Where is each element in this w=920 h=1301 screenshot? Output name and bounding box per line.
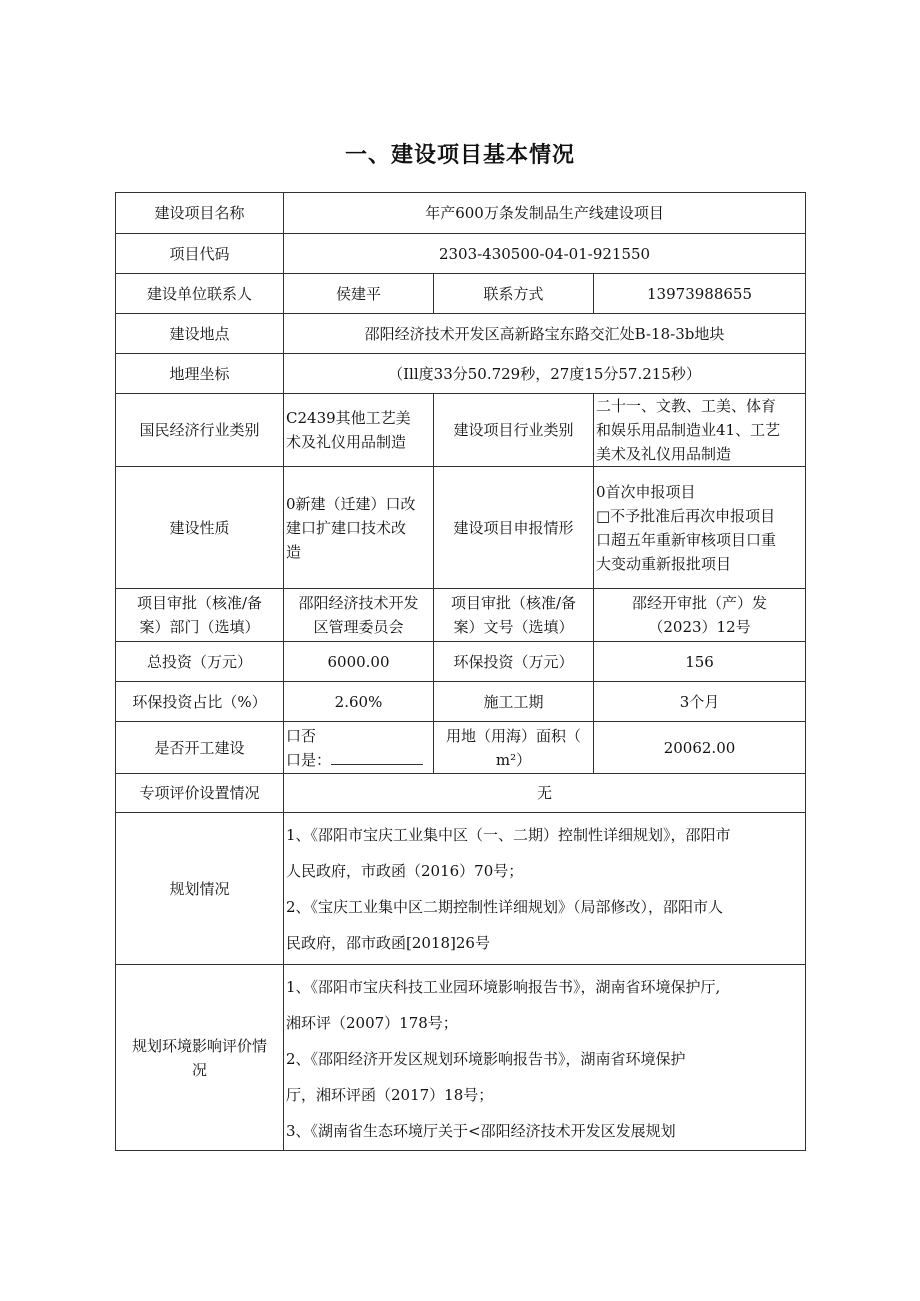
label-started: 是否开工建设 [116, 722, 284, 774]
row-planning [116, 813, 806, 965]
value-application-type: 0首次申报项目 □不予批准后再次申报项目 口超五年重新审核项目口重 大变动重新报批项目 [594, 467, 806, 589]
project-info-table [115, 192, 806, 1151]
value-contact-phone: 13973988655 [594, 274, 806, 314]
row-started [116, 722, 806, 774]
value-construction-nature: 0新建（迁建）口改 建口扩建口技术改 造 [284, 467, 434, 589]
label-location: 建设地点 [116, 314, 284, 354]
label-coordinates: 地理坐标 [116, 354, 284, 394]
label-contact-person: 建设单位联系人 [116, 274, 284, 314]
row-special-eval [116, 774, 806, 813]
yes-blank-line [331, 750, 423, 765]
label-construction-period: 施工工期 [434, 682, 594, 722]
value-planning-eia: 1、《邵阳市宝庆科技工业园环境影响报告书》，湖南省环境保护厅, 湘环评（2007）178号； 2、《邵阳经济开发区规划环境影响报告书》，湖南省环境保护 厅，湘环评函（2017）18号； 3、《湖南省生态环境厅关于<邵阳经济技术开发区发展规划 [284, 965, 806, 1151]
label-contact-method: 联系方式 [434, 274, 594, 314]
value-national-industry: C2439其他工艺美 术及礼仪用品制造 [284, 394, 434, 467]
row-project-name [116, 193, 806, 234]
label-planning-eia: 规划环境影响评价情 况 [116, 965, 284, 1151]
row-approval [116, 589, 806, 642]
label-national-industry: 国民经济行业类别 [116, 394, 284, 467]
row-industry [116, 394, 806, 467]
value-approval-dept: 邵阳经济技术开发 区管理委员会 [284, 589, 434, 642]
row-location [116, 314, 806, 354]
value-planning: 1、《邵阳市宝庆工业集中区（一、二期）控制性详细规划》，邵阳市 人民政府，市政函（2016）70号； 2、《宝庆工业集中区二期控制性详细规划》（局部修改），邵阳市人 民政府，邵市政函[2018]26号 [284, 813, 806, 965]
option-no[interactable]: 口否 [286, 726, 317, 745]
label-approval-doc: 项目审批（核准/备 案）文号（选填） [434, 589, 594, 642]
label-env-investment: 环保投资（万元） [434, 642, 594, 682]
label-planning: 规划情况 [116, 813, 284, 965]
row-coordinates [116, 354, 806, 394]
row-contact [116, 274, 806, 314]
label-application-type: 建设项目申报情形 [434, 467, 594, 589]
row-planning-eia [116, 965, 806, 1151]
value-special-eval: 无 [284, 774, 806, 813]
label-project-code: 项目代码 [116, 234, 284, 274]
value-project-industry: 二十一、文教、工美、体育 和娱乐用品制造业41、工艺 美术及礼仪用品制造 [594, 394, 806, 467]
value-total-investment: 6000.00 [284, 642, 434, 682]
row-investment [116, 642, 806, 682]
value-land-area: 20062.00 [594, 722, 806, 774]
label-project-industry: 建设项目行业类别 [434, 394, 594, 467]
value-construction-period: 3个月 [594, 682, 806, 722]
value-approval-doc: 邵经开审批（产）发 （2023）12号 [594, 589, 806, 642]
label-land-area: 用地（用海）面积（ m²） [434, 722, 594, 774]
label-special-eval: 专项评价设置情况 [116, 774, 284, 813]
label-project-name: 建设项目名称 [116, 193, 284, 234]
page-title: 一、建设项目基本情况 [344, 143, 575, 168]
value-contact-person: 侯建平 [284, 274, 434, 314]
value-location: 邵阳经济技术开发区高新路宝东路交汇处B-18-3b地块 [284, 314, 806, 354]
row-project-code [116, 234, 806, 274]
value-project-name: 年产600万条发制品生产线建设项目 [284, 193, 806, 234]
row-nature [116, 467, 806, 589]
option-yes[interactable]: 口是： [286, 748, 431, 772]
label-total-investment: 总投资（万元） [116, 642, 284, 682]
label-approval-dept: 项目审批（核准/备 案）部门（选填） [116, 589, 284, 642]
label-construction-nature: 建设性质 [116, 467, 284, 589]
value-project-code: 2303-430500-04-01-921550 [284, 234, 806, 274]
label-env-ratio: 环保投资占比（%） [116, 682, 284, 722]
value-env-ratio: 2.60% [284, 682, 434, 722]
row-ratio [116, 682, 806, 722]
value-coordinates: （Ill度33分50.729秒，27度15分57.215秒） [284, 354, 806, 394]
value-env-investment: 156 [594, 642, 806, 682]
value-started [284, 722, 434, 774]
